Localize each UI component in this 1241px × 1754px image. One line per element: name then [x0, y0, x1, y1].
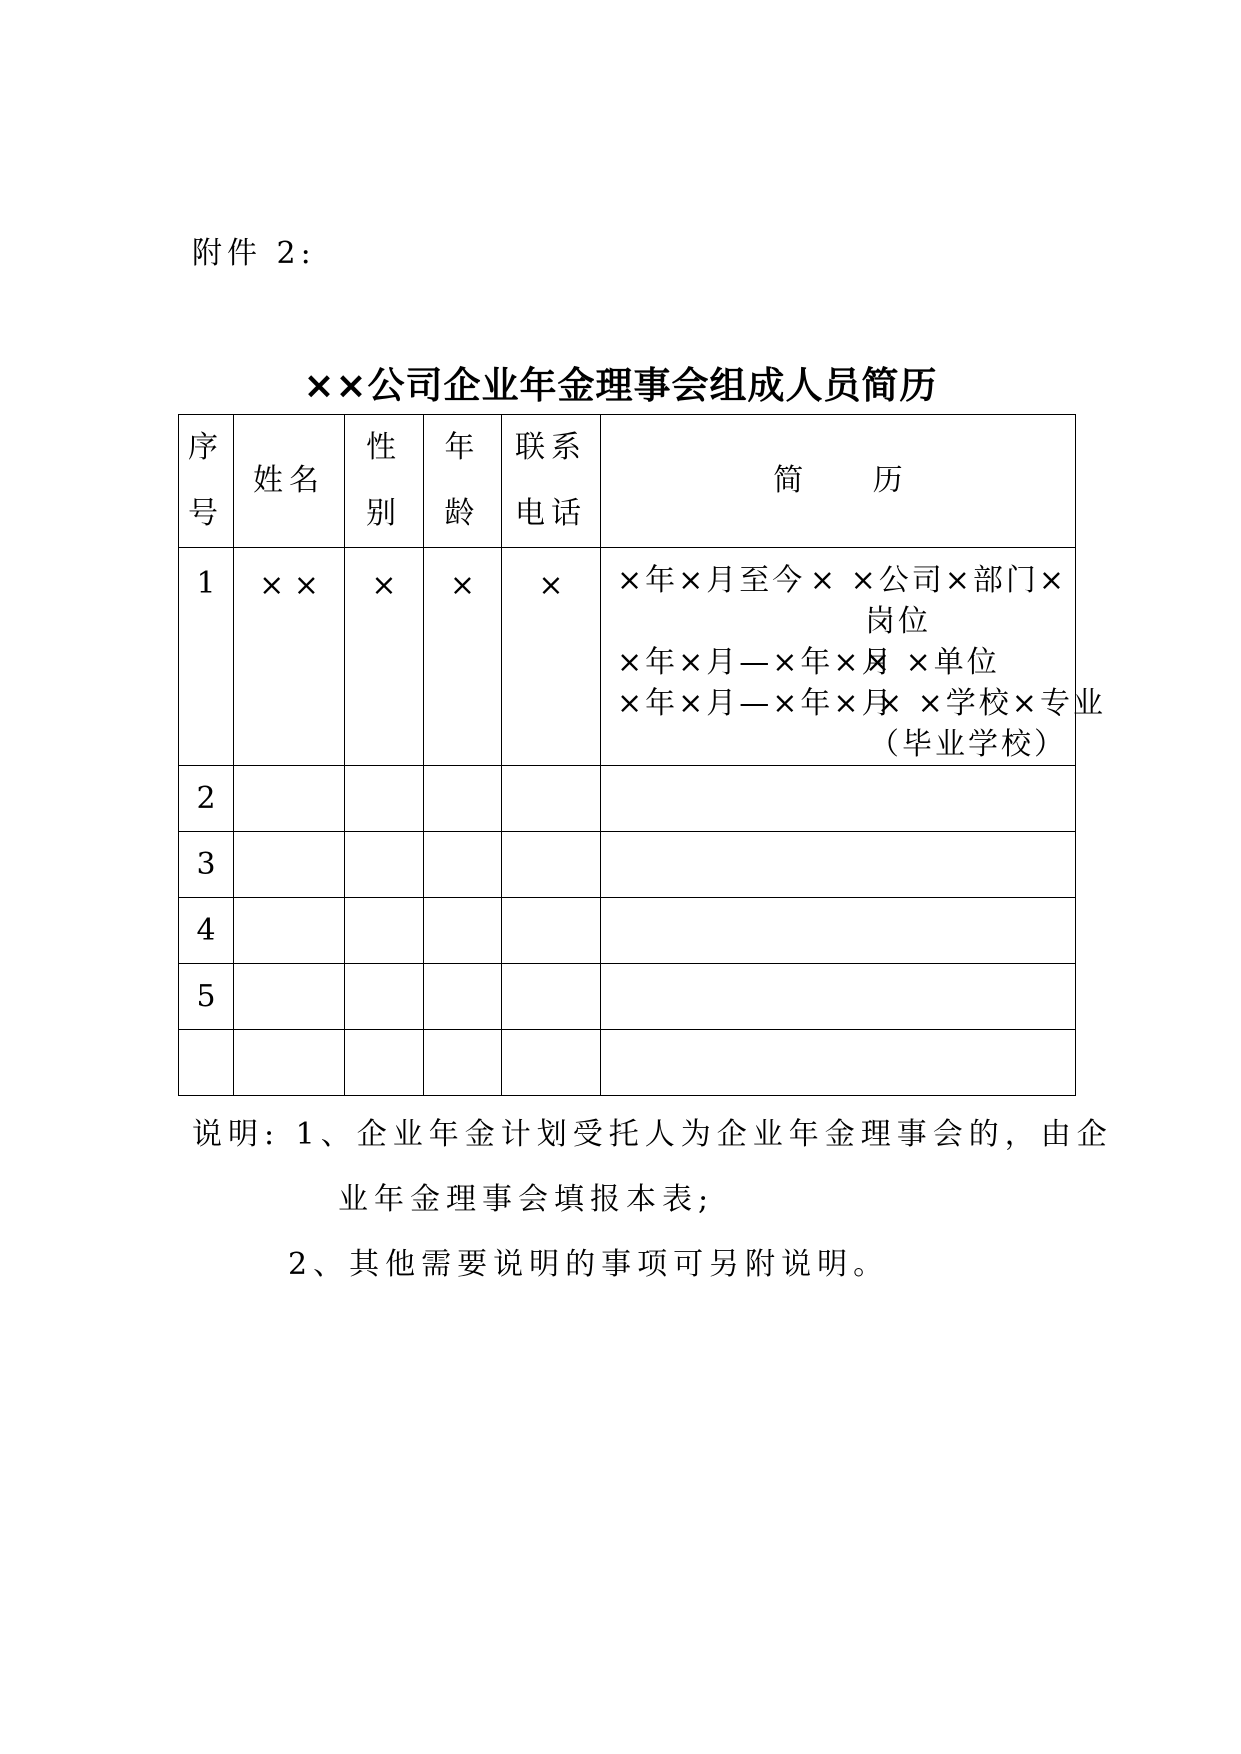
- row-resume: [601, 832, 1076, 898]
- header-gender: [345, 415, 424, 548]
- row-gender: [345, 1030, 424, 1096]
- row-age: [424, 766, 502, 832]
- resume-place: × ×单位: [865, 645, 1000, 680]
- header-resume: 简 历: [601, 415, 1076, 548]
- header-seq-line2: 号: [188, 496, 224, 531]
- row-phone: [502, 832, 601, 898]
- row-phone: ×: [502, 548, 601, 766]
- note-item-1-line2: 业年金理事会填报本表;: [338, 1182, 715, 1217]
- resume-line: [617, 601, 1067, 642]
- row-resume: [601, 898, 1076, 964]
- notes: [192, 1102, 1113, 1297]
- row-name: [234, 832, 345, 898]
- resume-place: （毕业学校）: [869, 727, 1067, 762]
- row-resume: [601, 766, 1076, 832]
- row-resume: [601, 548, 1106, 766]
- table-row: [179, 832, 1076, 898]
- row-age: ×: [424, 548, 502, 766]
- header-phone-line2: 电话: [515, 496, 587, 531]
- header-seq: [179, 415, 234, 548]
- header-gender-line2: 别: [366, 496, 402, 531]
- note-item-1: [192, 1102, 1113, 1167]
- row-seq: [179, 1030, 234, 1096]
- notes-prefix: 说明:: [192, 1117, 281, 1152]
- header-phone: [502, 415, 601, 548]
- row-age: [424, 1030, 502, 1096]
- row-seq: 4: [179, 898, 234, 964]
- header-phone-line1: 联系: [515, 430, 587, 465]
- row-age: [424, 964, 502, 1030]
- header-age-line2: 龄: [444, 496, 481, 531]
- header-seq-line1: 序: [188, 430, 224, 465]
- row-seq: 5: [179, 964, 234, 1030]
- resume-line: [617, 683, 1106, 724]
- row-age: [424, 832, 502, 898]
- resume-line: [617, 642, 1067, 683]
- row-phone: [502, 1030, 601, 1096]
- header-age-line1: 年: [444, 430, 481, 465]
- resume-period: [617, 724, 869, 765]
- row-name: [234, 1030, 345, 1096]
- row-gender: [345, 964, 424, 1030]
- attachment-label: 附件 2:: [192, 236, 316, 271]
- resume-place: × ×公司×部门×: [809, 563, 1067, 598]
- table-row: [179, 1030, 1076, 1096]
- page-title: ××公司企业年金理事会组成人员简历: [303, 364, 938, 407]
- row-name: [234, 766, 345, 832]
- table-row: [179, 766, 1076, 832]
- resume-period: ×年×月—×年×月: [617, 645, 895, 680]
- resume-period: [617, 601, 865, 642]
- resume-place: 岗位: [865, 604, 931, 639]
- header-row: [179, 415, 1076, 548]
- row-gender: [345, 766, 424, 832]
- row-phone: [502, 766, 601, 832]
- note-item-1-line1: 1、企业年金计划受托人为企业年金理事会的，由企: [295, 1117, 1113, 1152]
- header-age: [424, 415, 502, 548]
- resume-line: [617, 560, 1067, 601]
- resume-period: ×年×月至今: [617, 563, 806, 598]
- row-name: × ×: [234, 548, 345, 766]
- row-gender: [345, 832, 424, 898]
- row-seq: 2: [179, 766, 234, 832]
- resume-table: [178, 414, 1106, 1096]
- resume-place: × ×学校×专业: [877, 686, 1106, 721]
- resume-period: ×年×月—×年×月: [617, 686, 895, 721]
- row-name: [234, 964, 345, 1030]
- table-row: [179, 898, 1076, 964]
- row-age: [424, 898, 502, 964]
- row-seq: 3: [179, 832, 234, 898]
- row-gender: ×: [345, 548, 424, 766]
- note-item-2: 2、其他需要说明的事项可另附说明。: [288, 1247, 890, 1282]
- table-row: [179, 964, 1076, 1030]
- row-phone: [502, 964, 601, 1030]
- row-phone: [502, 898, 601, 964]
- header-gender-line1: 性: [366, 430, 402, 465]
- row-resume: [601, 964, 1076, 1030]
- row-resume: [601, 1030, 1076, 1096]
- row-seq: 1: [179, 548, 234, 766]
- resume-line: [617, 724, 1067, 765]
- table-row: [179, 548, 1076, 766]
- row-gender: [345, 898, 424, 964]
- header-name: 姓名: [234, 415, 345, 548]
- row-name: [234, 898, 345, 964]
